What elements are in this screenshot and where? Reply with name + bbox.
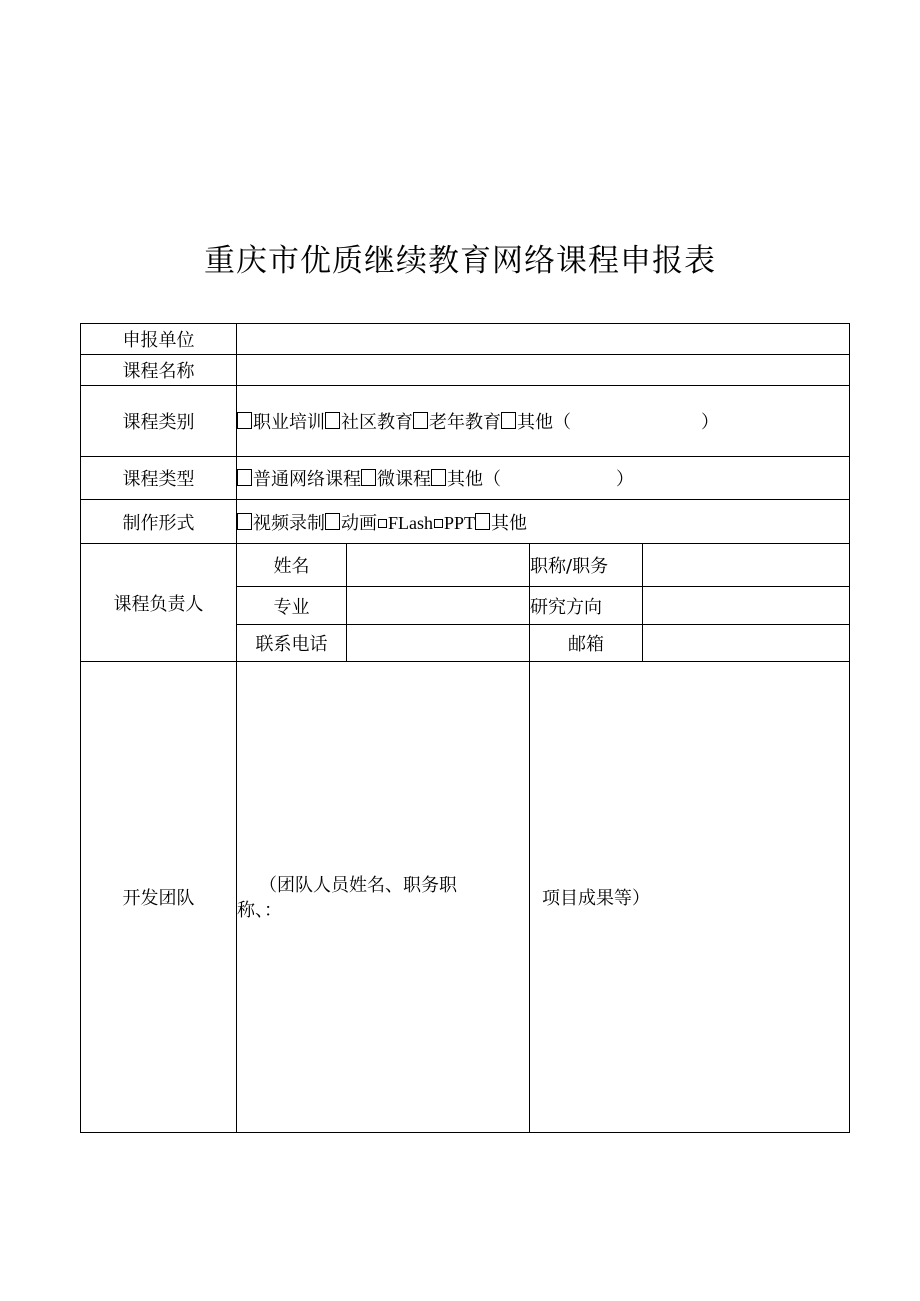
type-options <box>237 457 850 500</box>
row-team <box>81 662 850 1133</box>
option-category-other: 其他（ <box>517 412 571 433</box>
team-note-line1: （团队人员姓名、职务职 <box>259 875 457 896</box>
option-vocational-training: 职业培训 <box>253 412 325 433</box>
team-note-line2: 称、： <box>237 900 282 921</box>
checkbox-community-education[interactable] <box>325 412 340 429</box>
leader-title-label: 职称/职务 <box>530 544 643 587</box>
team-note-right: 项目成果等） <box>542 887 650 909</box>
leader-label: 课程负责人 <box>81 544 237 662</box>
unit-field[interactable] <box>237 324 850 355</box>
format-options <box>237 500 850 544</box>
leader-email-label: 邮箱 <box>530 625 643 662</box>
checkbox-general-online-course[interactable] <box>237 469 252 486</box>
leader-title-field[interactable] <box>643 544 850 587</box>
row-category <box>81 386 850 457</box>
option-flash: FLash <box>388 512 433 533</box>
option-senior-education: 老年教育 <box>429 412 501 433</box>
leader-email-field[interactable] <box>643 625 850 662</box>
row-unit <box>81 324 850 355</box>
row-leader-name <box>81 544 850 587</box>
option-general-online-course: 普通网络课程 <box>253 469 361 490</box>
checkbox-format-other[interactable] <box>475 513 490 530</box>
application-form-table <box>80 323 850 1133</box>
checkbox-category-other[interactable] <box>501 412 516 429</box>
format-label: 制作形式 <box>81 500 237 544</box>
option-video-recording: 视频录制 <box>253 512 325 534</box>
leader-phone-field[interactable] <box>347 625 530 662</box>
leader-major-label: 专业 <box>237 587 347 625</box>
option-community-education: 社区教育 <box>341 412 413 433</box>
course-name-label: 课程名称 <box>81 355 237 386</box>
checkbox-video-recording[interactable] <box>237 513 252 530</box>
leader-research-field[interactable] <box>643 587 850 625</box>
unit-label: 申报单位 <box>81 324 237 355</box>
option-format-other: 其他 <box>491 512 528 534</box>
checkbox-senior-education[interactable] <box>413 412 428 429</box>
type-label: 课程类型 <box>81 457 237 500</box>
row-format <box>81 500 850 544</box>
category-options <box>237 386 850 457</box>
option-type-other: 其他（ <box>447 469 501 490</box>
checkbox-animation[interactable] <box>325 513 340 530</box>
page-title: 重庆市优质继续教育网络课程申报表 <box>204 243 716 279</box>
option-ppt: PPT <box>444 512 476 533</box>
leader-name-field[interactable] <box>347 544 530 587</box>
checkbox-micro-course[interactable] <box>361 469 376 486</box>
category-label: 课程类别 <box>81 386 237 457</box>
category-other-close: ） <box>701 412 719 433</box>
team-label: 开发团队 <box>81 662 237 1133</box>
leader-research-label: 研究方向 <box>530 587 643 625</box>
checkbox-type-other[interactable] <box>431 469 446 486</box>
row-type <box>81 457 850 500</box>
option-animation: 动画 <box>341 512 377 534</box>
leader-phone-label: 联系电话 <box>237 625 347 662</box>
checkbox-flash[interactable] <box>378 519 387 528</box>
team-achievements-field[interactable] <box>530 662 850 1133</box>
type-other-close: ） <box>616 469 634 490</box>
checkbox-vocational-training[interactable] <box>237 412 252 429</box>
course-name-field[interactable] <box>237 355 850 386</box>
team-members-field[interactable] <box>237 662 530 1133</box>
checkbox-ppt[interactable] <box>434 519 443 528</box>
row-course-name <box>81 355 850 386</box>
leader-name-label: 姓名 <box>237 544 347 587</box>
leader-major-field[interactable] <box>347 587 530 625</box>
option-micro-course: 微课程 <box>377 469 431 490</box>
